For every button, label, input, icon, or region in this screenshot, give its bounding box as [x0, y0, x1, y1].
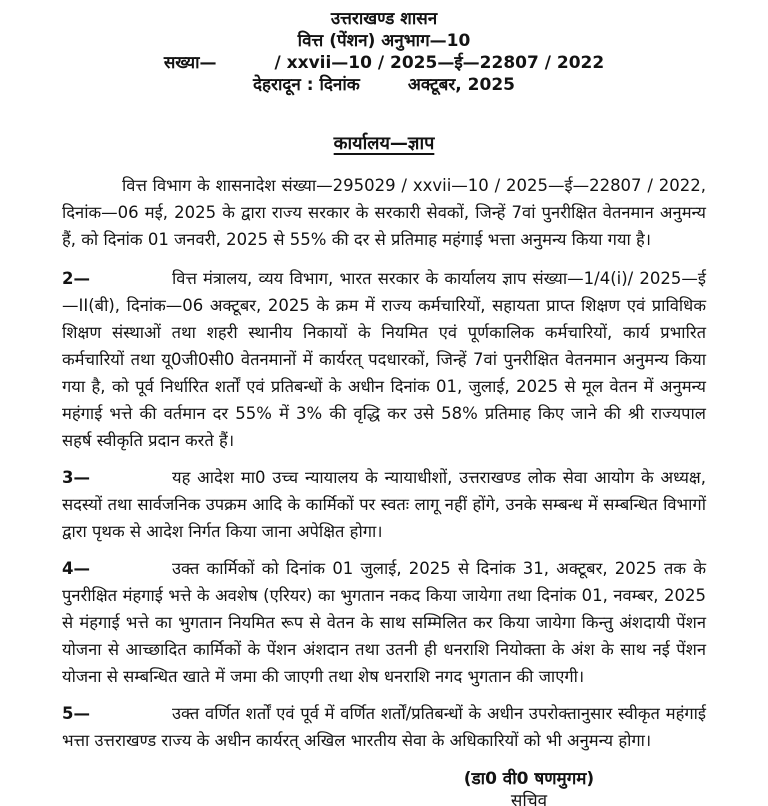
paragraph-4-text: उक्त कार्मिकों को दिनांक 01 जुलाई, 2025 से दिनांक 31, अक्टूबर, 2025 तक के पुनरीक्षित मंहगाई भत्ते के अवशेष (एरियर) का भुगतान नकद किया जायेगा तथा दिनांक 01, नवम्बर, 2025 से मंहगाई भत्ते का भुगतान नियमित रूप से वेतन के साथ सम्मिलित कर किया जायेगा किन्तु अंशदायी पेंशन योजना से आच्छादित कार्मिकों के पेंशन अंशदान तथा उतनी ही धनराशि नियोक्ता के अंश के साथ नई पेंशन योजना से सम्बन्धित खाते में जमा की जाएगी तथा शेष धनराशि नगद भुगतान की जाएगी। [62, 559, 706, 686]
header-section-text: वित्त (पेंशन) अनुभाग—10 [297, 31, 471, 51]
paragraph-4-number: 4— [62, 559, 90, 578]
header-number-line [62, 52, 706, 74]
memo-number-value: / xxvii—10 / 2025—ई—22807 / 2022 [274, 53, 605, 73]
paragraph-4 [62, 555, 706, 690]
paragraph-2-text: वित्त मंत्रालय, व्यय विभाग, भारत सरकार के कार्यालय ज्ञाप संख्या—1/4(i)/ 2025—ई—II(बी), दिनांक—06 अक्टूबर, 2025 के क्रम में राज्य कर्मचारियों, सहायता प्राप्त शिक्षण एवं प्राविधिक शिक्षण संस्थाओं तथा शहरी स्थानीय निकायों के नियमित एवं पूर्णकालिक कर्मचारियों, कार्य प्रभारित कर्मचारियों तथा यू0जी0सी0 वेतनमानों में कार्यरत् पदधारकों, जिन्हें 7वां पुनरीक्षित वेतनमान अनुमन्य किया गया है, को पूर्व निर्धारित शर्तों एवं प्रतिबन्धों के अधीन दिनांक 01, जुलाई, 2025 से मूल वेतन में अनुमन्य महंगाई भत्ते की वर्तमान दर 55% में 3% की वृद्धि कर उसे 58% प्रतिमाह किए जाने की श्री राज्यपाल सहर्ष स्वीकृति प्रदान करते हैं। [62, 269, 706, 450]
paragraph-3-number: 3— [62, 468, 90, 487]
paragraph-2-number: 2— [62, 269, 90, 288]
signatory-name: (डा0 वी0 षणमुगम) [463, 769, 595, 789]
memo-number-label: सख्या— [163, 53, 217, 73]
header-section [62, 30, 706, 52]
paragraph-5-text: उक्त वर्णित शर्तों एवं पूर्व में वर्णित शर्तों/प्रतिबन्धों के अधीन उपरोक्तानुसार स्वीकृत महंगाई भत्ता उत्तराखण्ड राज्य के अधीन कार्यरत् अखिल भारतीय सेवा के अधिकारियों को भी अनुमन्य होगा। [62, 704, 706, 750]
document-title-text: कार्यालय—ज्ञाप [333, 133, 435, 154]
signatory-designation: सचिव [510, 791, 548, 806]
paragraph-3 [62, 464, 706, 545]
paragraph-3-text: यह आदेश मा0 उच्च न्यायालय के न्यायाधीशों, उत्तराखण्ड लोक सेवा आयोग के अध्यक्ष, सदस्यों तथा सार्वजनिक उपक्रम आदि के कार्मिकों पर स्वतः लागू नहीं होंगे, उनके सम्बन्ध में सम्बन्धित विभागों द्वारा पृथक से आदेश निर्गत किया जाना अपेक्षित होगा। [62, 468, 706, 541]
place-date-label: देहरादून : दिनांक [252, 75, 360, 95]
paragraph-5-number: 5— [62, 704, 90, 723]
paragraph-2 [62, 265, 706, 454]
paragraph-5 [62, 700, 706, 754]
document-title [62, 132, 706, 156]
paragraph-1-text: वित्त विभाग के शासनादेश संख्या—295029 / xxvii—10 / 2025—ई—22807 / 2022, दिनांक—06 मई, 2025 के द्वारा राज्य सरकार के सरकारी सेवकों, जिन्हें 7वां पुनरीक्षित वेतनमान अनुमन्य हैं, को दिनांक 01 जनवरी, 2025 से 55% की दर से प्रतिमाह महंगाई भत्ता अनुमन्य किया गया है। [62, 176, 706, 249]
header-org-text: उत्तराखण्ड शासन [330, 9, 438, 29]
signature-block [414, 768, 644, 806]
header-org [62, 8, 706, 30]
date-value: अक्टूबर, 2025 [407, 75, 515, 95]
header-place-date-line [62, 74, 706, 96]
paragraph-1 [62, 172, 706, 253]
